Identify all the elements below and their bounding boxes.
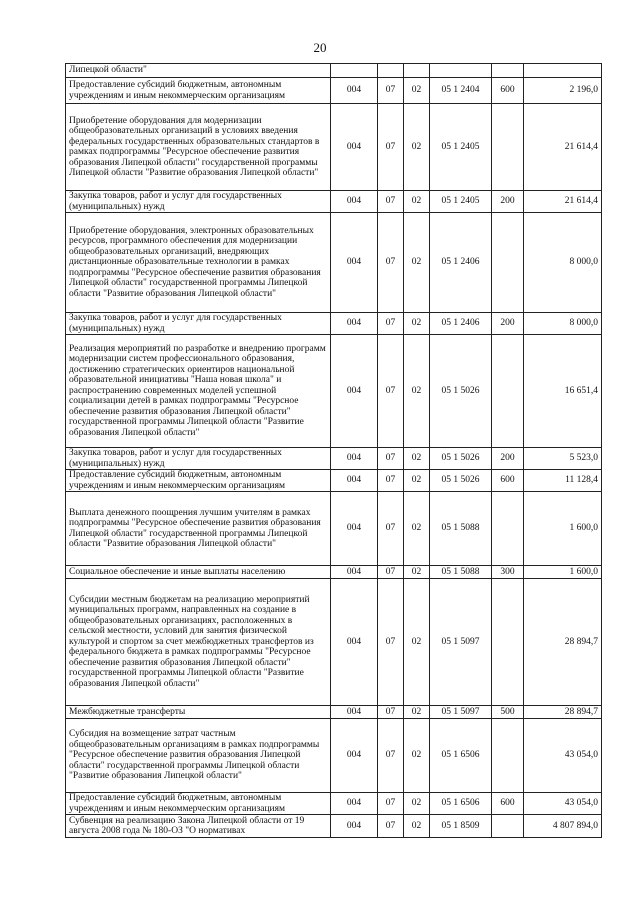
row-subsection-cell: 02 — [404, 191, 430, 213]
row-target-article-cell: 05 1 5097 — [430, 706, 492, 719]
table-row — [66, 213, 602, 313]
row-target-article-cell: 05 1 2406 — [430, 313, 492, 335]
row-name-cell: Субвенция на реализацию Закона Липецкой области от 19 августа 2008 года № 180-ОЗ "О нормативах — [66, 815, 331, 838]
row-name-cell: Предоставление субсидий бюджетным, автономным учреждениям и иным некоммерческим организациям — [66, 78, 331, 104]
row-subsection-cell: 02 — [404, 579, 430, 706]
row-subsection-cell: 02 — [404, 78, 430, 104]
row-section-cell — [378, 64, 404, 78]
table-row — [66, 191, 602, 213]
row-section-cell: 07 — [378, 104, 404, 191]
row-amount-cell: 5 523,0 — [524, 448, 602, 470]
row-target-article-cell — [430, 64, 492, 78]
row-target-article-cell: 05 1 8509 — [430, 815, 492, 838]
page-number: 20 — [313, 40, 327, 55]
row-amount-cell: 21 614,4 — [524, 104, 602, 191]
row-expense-type-cell — [492, 719, 524, 793]
row-target-article-cell: 05 1 5088 — [430, 566, 492, 579]
row-grbs-cell: 004 — [331, 78, 378, 104]
table-row — [66, 706, 602, 719]
row-amount-cell: 43 054,0 — [524, 793, 602, 815]
row-subsection-cell: 02 — [404, 706, 430, 719]
row-name-cell: Закупка товаров, работ и услуг для государственных (муниципальных) нужд — [66, 448, 331, 470]
table-row — [66, 64, 602, 78]
row-expense-type-cell — [492, 815, 524, 838]
row-grbs-cell: 004 — [331, 104, 378, 191]
row-grbs-cell: 004 — [331, 448, 378, 470]
table-row — [66, 492, 602, 566]
row-subsection-cell: 02 — [404, 448, 430, 470]
row-grbs-cell: 004 — [331, 191, 378, 213]
row-amount-cell: 8 000,0 — [524, 313, 602, 335]
row-subsection-cell: 02 — [404, 313, 430, 335]
table-row — [66, 815, 602, 838]
row-expense-type-cell — [492, 335, 524, 448]
row-target-article-cell: 05 1 2404 — [430, 78, 492, 104]
row-amount-cell: 43 054,0 — [524, 719, 602, 793]
row-expense-type-cell — [492, 213, 524, 313]
row-name-cell: Приобретение оборудования для модернизации общеобразовательных организаций в условиях введения федеральных государственных образовательных стандартов в рамках подпрограммы "Ресурсное обеспечение развития образования Липецкой области" государственной программы Липецкой области "Развитие образования Липецкой области" — [66, 104, 331, 191]
row-expense-type-cell: 600 — [492, 793, 524, 815]
row-grbs-cell: 004 — [331, 719, 378, 793]
row-target-article-cell: 05 1 6506 — [430, 719, 492, 793]
row-target-article-cell: 05 1 5026 — [430, 335, 492, 448]
row-section-cell: 07 — [378, 706, 404, 719]
row-subsection-cell: 02 — [404, 470, 430, 492]
table-row — [66, 719, 602, 793]
row-grbs-cell: 004 — [331, 492, 378, 566]
row-section-cell: 07 — [378, 492, 404, 566]
row-expense-type-cell — [492, 492, 524, 566]
row-section-cell: 07 — [378, 793, 404, 815]
row-target-article-cell: 05 1 5026 — [430, 448, 492, 470]
row-name-cell: Социальное обеспечение и иные выплаты населению — [66, 566, 331, 579]
row-grbs-cell: 004 — [331, 706, 378, 719]
row-target-article-cell: 05 1 2405 — [430, 191, 492, 213]
table-row — [66, 470, 602, 492]
row-target-article-cell: 05 1 2406 — [430, 213, 492, 313]
row-section-cell: 07 — [378, 815, 404, 838]
row-expense-type-cell: 200 — [492, 313, 524, 335]
row-grbs-cell: 004 — [331, 579, 378, 706]
row-section-cell: 07 — [378, 448, 404, 470]
row-section-cell: 07 — [378, 579, 404, 706]
row-subsection-cell: 02 — [404, 719, 430, 793]
row-subsection-cell: 02 — [404, 793, 430, 815]
table-row — [66, 78, 602, 104]
row-grbs-cell — [331, 64, 378, 78]
row-target-article-cell: 05 1 6506 — [430, 793, 492, 815]
row-grbs-cell: 004 — [331, 313, 378, 335]
row-grbs-cell: 004 — [331, 815, 378, 838]
row-section-cell: 07 — [378, 213, 404, 313]
row-expense-type-cell: 600 — [492, 470, 524, 492]
row-subsection-cell: 02 — [404, 566, 430, 579]
row-expense-type-cell — [492, 64, 524, 78]
row-amount-cell: 2 196,0 — [524, 78, 602, 104]
row-expense-type-cell: 300 — [492, 566, 524, 579]
budget-table — [65, 63, 602, 838]
row-name-cell: Выплата денежного поощрения лучшим учителям в рамках подпрограммы "Ресурсное обеспечение развития образования Липецкой области" государственной программы Липецкой области "Развитие образования Липецкой области" — [66, 492, 331, 566]
row-name-cell: Субсидия на возмещение затрат частным общеобразовательным организациям в рамках подпрограммы "Ресурсное обеспечение развития образования Липецкой области" государственной программы Липецкой области "Развитие образования Липецкой области" — [66, 719, 331, 793]
row-subsection-cell: 02 — [404, 815, 430, 838]
row-expense-type-cell: 600 — [492, 78, 524, 104]
row-expense-type-cell: 200 — [492, 191, 524, 213]
row-subsection-cell: 02 — [404, 335, 430, 448]
row-amount-cell: 16 651,4 — [524, 335, 602, 448]
row-subsection-cell: 02 — [404, 492, 430, 566]
row-section-cell: 07 — [378, 191, 404, 213]
row-grbs-cell: 004 — [331, 470, 378, 492]
row-section-cell: 07 — [378, 335, 404, 448]
row-name-cell: Межбюджетные трансферты — [66, 706, 331, 719]
row-expense-type-cell: 500 — [492, 706, 524, 719]
table-row — [66, 335, 602, 448]
row-name-cell: Предоставление субсидий бюджетным, автономным учреждениям и иным некоммерческим организациям — [66, 793, 331, 815]
row-grbs-cell: 004 — [331, 213, 378, 313]
table-row — [66, 579, 602, 706]
table-row — [66, 566, 602, 579]
row-name-cell: Приобретение оборудования, электронных образовательных ресурсов, программного обеспечения для модернизации общеобразовательных организаций, внедряющих дистанционные образовательные технологии в рамках подпрограммы "Ресурсное обеспечение развития образования Липецкой области" государственной программы Липецкой области "Развитие образования Липецкой области" — [66, 213, 331, 313]
row-name-cell: Липецкой области" — [66, 64, 331, 78]
row-target-article-cell: 05 1 5097 — [430, 579, 492, 706]
table-row — [66, 313, 602, 335]
row-amount-cell: 21 614,4 — [524, 191, 602, 213]
row-target-article-cell: 05 1 2405 — [430, 104, 492, 191]
row-grbs-cell: 004 — [331, 335, 378, 448]
row-grbs-cell: 004 — [331, 566, 378, 579]
row-subsection-cell — [404, 64, 430, 78]
row-target-article-cell: 05 1 5026 — [430, 470, 492, 492]
row-name-cell: Закупка товаров, работ и услуг для государственных (муниципальных) нужд — [66, 191, 331, 213]
row-amount-cell: 1 600,0 — [524, 566, 602, 579]
budget-table-body — [66, 64, 602, 838]
row-amount-cell: 1 600,0 — [524, 492, 602, 566]
row-subsection-cell: 02 — [404, 104, 430, 191]
row-section-cell: 07 — [378, 566, 404, 579]
row-subsection-cell: 02 — [404, 213, 430, 313]
row-section-cell: 07 — [378, 78, 404, 104]
table-row — [66, 793, 602, 815]
row-target-article-cell: 05 1 5088 — [430, 492, 492, 566]
row-name-cell: Субсидии местным бюджетам на реализацию мероприятий муниципальных программ, направленных на создание в общеобразовательных организациях, расположенных в сельской местности, условий для занятия физической культурой и спортом за счет межбюджетных трансфертов из федерального бюджета в рамках подпрограммы "Ресурсное обеспечение развития образования Липецкой области" государственной программы Липецкой области "Развитие образования Липецкой области" — [66, 579, 331, 706]
row-section-cell: 07 — [378, 313, 404, 335]
row-name-cell: Реализация мероприятий по разработке и внедрению программ модернизации систем профессионального образования, достижению стратегических ориентиров национальной образовательной инициативы "Наша новая школа" и распространению современных моделей успешной социализации детей в рамках подпрограммы "Ресурсное обеспечение развития образования Липецкой области" государственной программы Липецкой области "Развитие образования Липецкой области" — [66, 335, 331, 448]
row-grbs-cell: 004 — [331, 793, 378, 815]
row-amount-cell — [524, 64, 602, 78]
row-name-cell: Предоставление субсидий бюджетным, автономным учреждениям и иным некоммерческим организациям — [66, 470, 331, 492]
row-amount-cell: 4 807 894,0 — [524, 815, 602, 838]
row-name-cell: Закупка товаров, работ и услуг для государственных (муниципальных) нужд — [66, 313, 331, 335]
row-section-cell: 07 — [378, 719, 404, 793]
row-amount-cell: 28 894,7 — [524, 706, 602, 719]
table-row — [66, 448, 602, 470]
row-amount-cell: 11 128,4 — [524, 470, 602, 492]
row-section-cell: 07 — [378, 470, 404, 492]
row-expense-type-cell — [492, 104, 524, 191]
table-row — [66, 104, 602, 191]
row-expense-type-cell: 200 — [492, 448, 524, 470]
row-amount-cell: 28 894,7 — [524, 579, 602, 706]
row-amount-cell: 8 000,0 — [524, 213, 602, 313]
row-expense-type-cell — [492, 579, 524, 706]
